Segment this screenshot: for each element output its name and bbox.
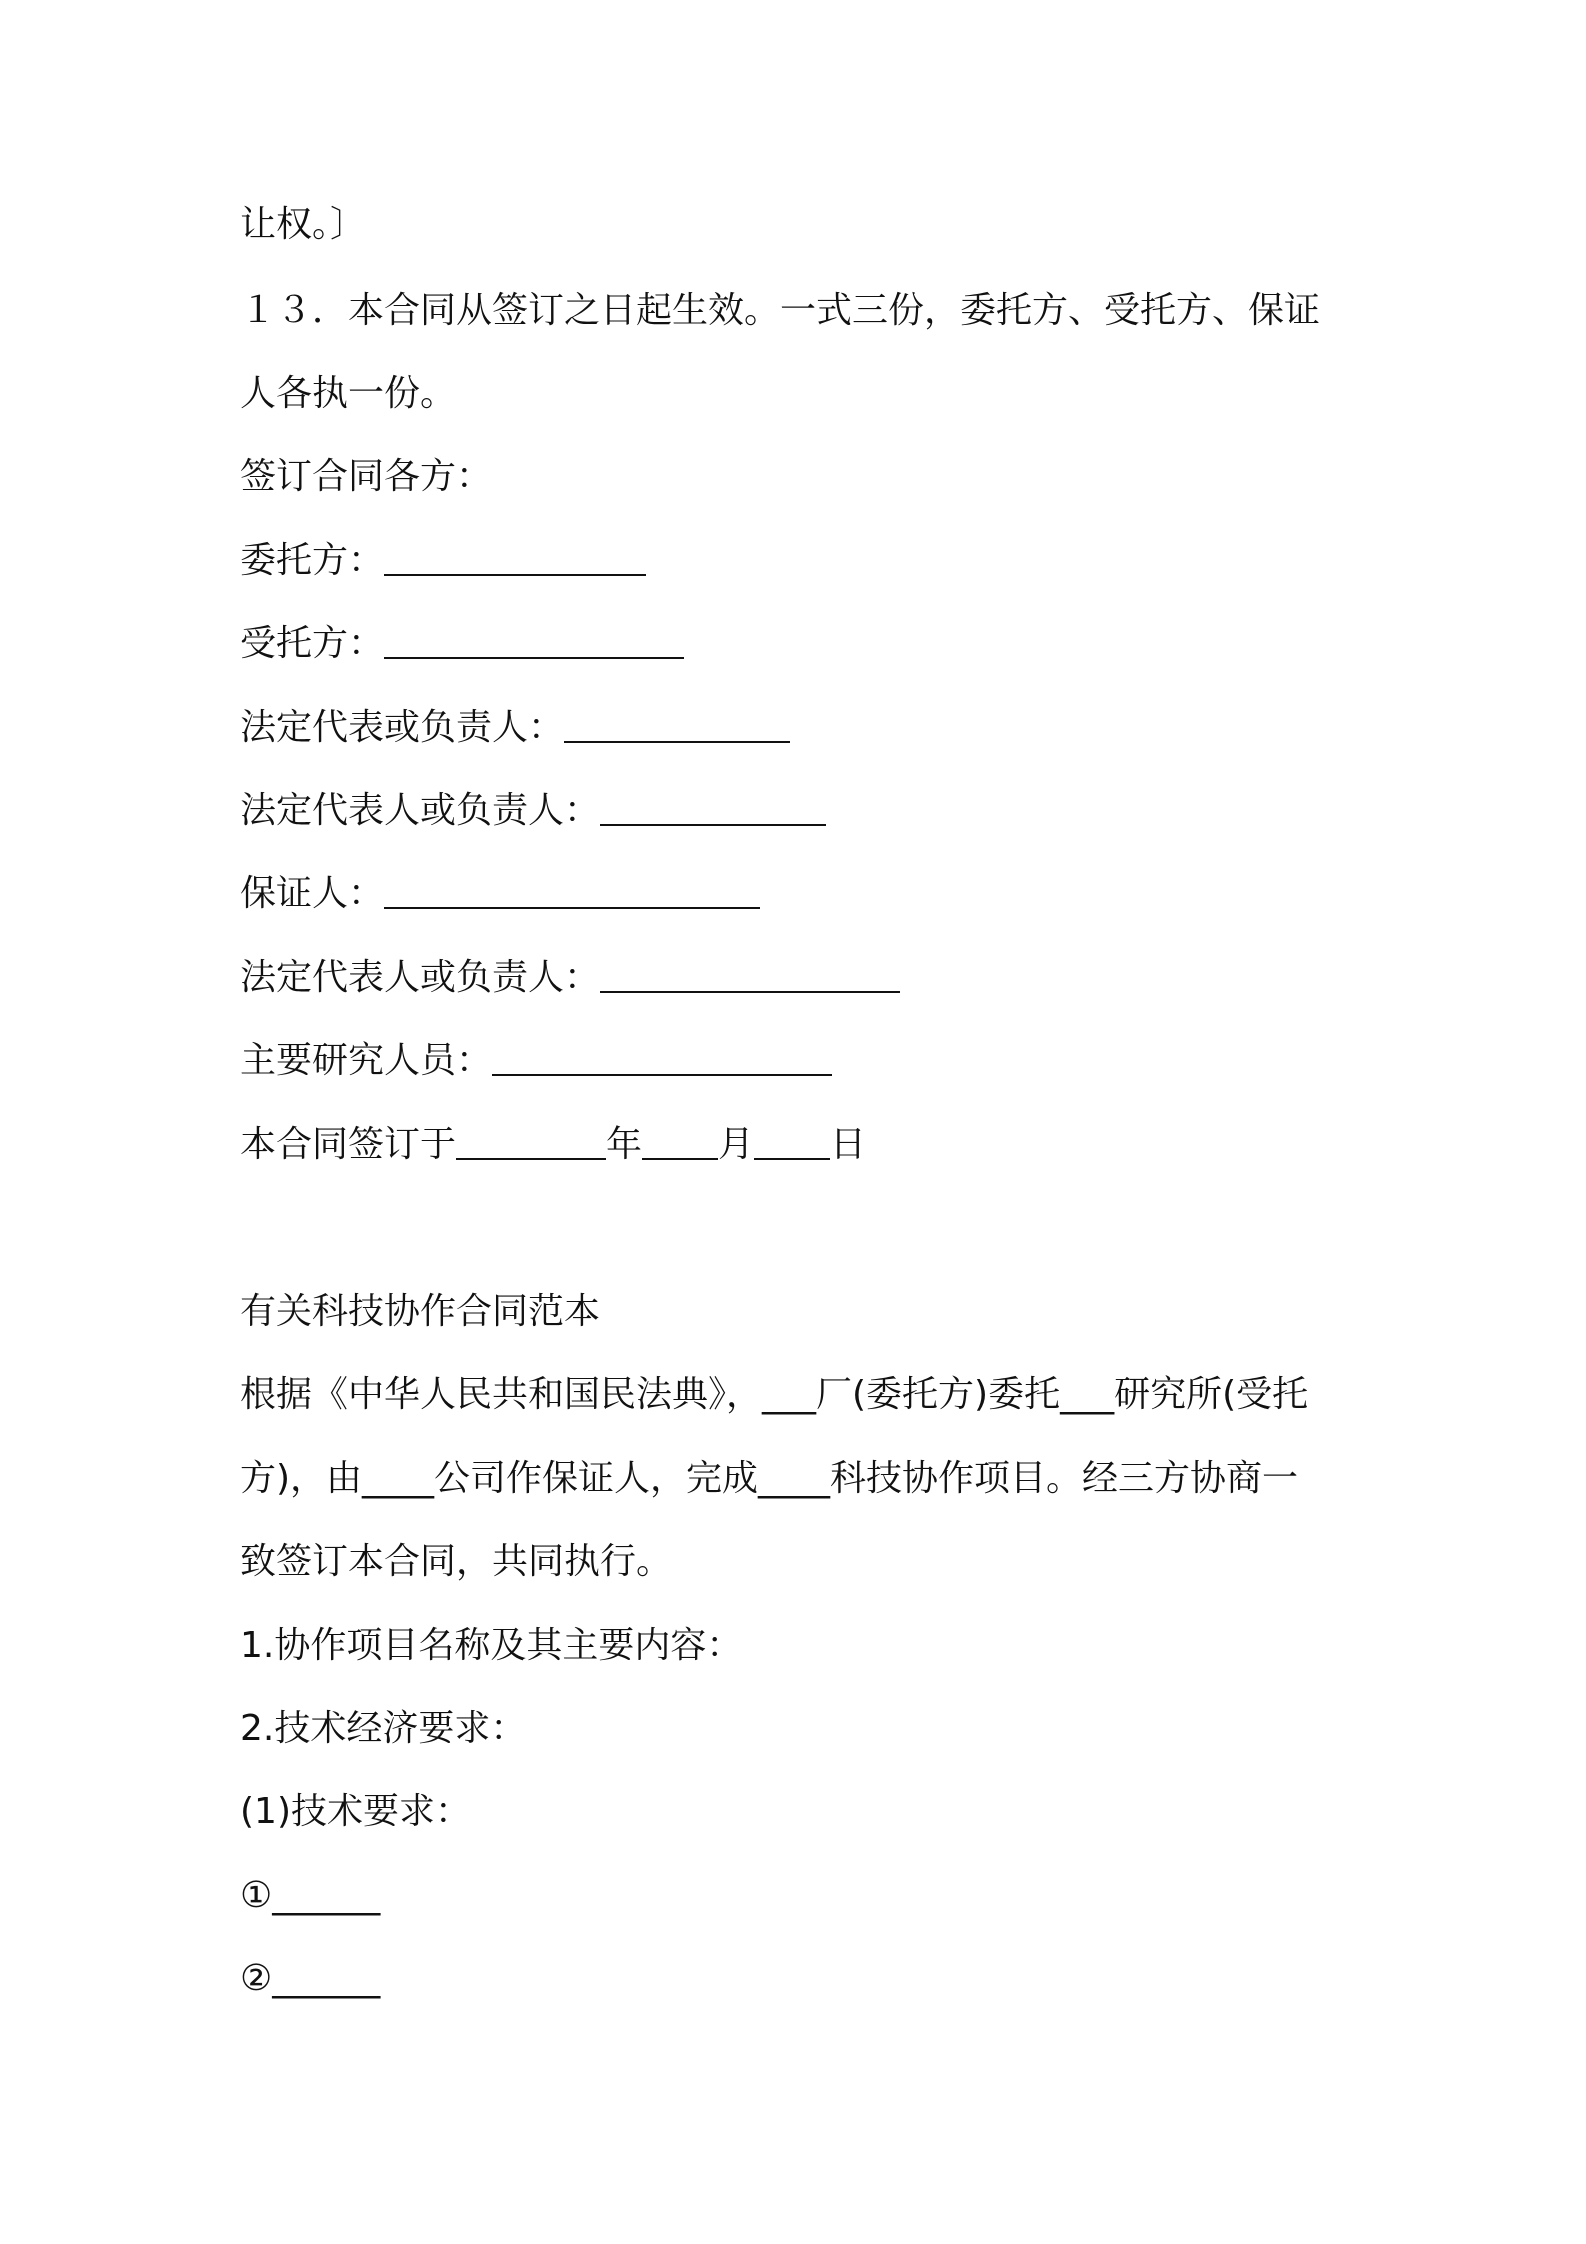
legal-rep-label-2: 法定代表人或负责人： [240,790,601,831]
section-title: 有关科技协作合同范本 [240,1291,601,1332]
legal-rep-row-3 [240,954,900,1002]
text-line-2: １３．本合同从签订之日起生效。一式三份，委托方、受托方、保证 [240,290,1321,331]
paragraph-line-3: 致签订本合同，共同执行。 [240,1541,673,1582]
legal-rep-row-2 [240,787,826,835]
guarantor-blank [384,871,760,909]
signer-agent-blank [384,621,684,659]
signer-agent-row [240,620,684,668]
signer-principal-label: 委托方： [240,540,385,581]
list-item-1: 1.协作项目名称及其主要内容： [240,1625,743,1666]
day-blank [754,1122,830,1160]
month-blank [642,1122,718,1160]
year-label: 年 [606,1124,643,1165]
guarantor-label: 保证人： [240,873,385,914]
signing-date-label: 本合同签订于 [240,1124,457,1165]
text-line-1: 让权。〕 [240,204,367,245]
text-line-3: 人各执一份。 [240,373,457,414]
signer-agent-label: 受托方： [240,623,385,664]
guarantor-row [240,870,760,918]
legal-rep-row-1 [240,704,790,752]
day-label: 日 [830,1124,867,1165]
researcher-label: 主要研究人员： [240,1040,493,1081]
legal-rep-blank-3 [600,955,900,993]
signer-principal-blank [384,538,646,576]
month-label: 月 [718,1124,755,1165]
legal-rep-blank-2 [600,788,826,826]
signing-date-row [240,1121,866,1169]
paragraph-line-2: 方)，由____公司作保证人，完成____科技协作项目。经三方协商一 [240,1458,1299,1499]
legal-rep-blank-1 [564,705,790,743]
signer-principal-row [240,537,646,585]
paragraph-line-1: 根据《中华人民共和国民法典》，___厂(委托方)委托___研究所(受托 [240,1374,1309,1415]
legal-rep-label-1: 法定代表或负责人： [240,707,565,748]
researcher-blank [492,1038,832,1076]
researcher-row [240,1037,832,1085]
list-item-3: (1)技术要求： [240,1791,471,1832]
list-item-4: ①______ [240,1875,381,1916]
legal-rep-label-3: 法定代表人或负责人： [240,957,601,998]
year-blank [456,1122,606,1160]
list-item-5: ②______ [240,1958,381,1999]
text-line-4: 签订合同各方： [240,456,493,497]
list-item-2: 2.技术经济要求： [240,1708,527,1749]
